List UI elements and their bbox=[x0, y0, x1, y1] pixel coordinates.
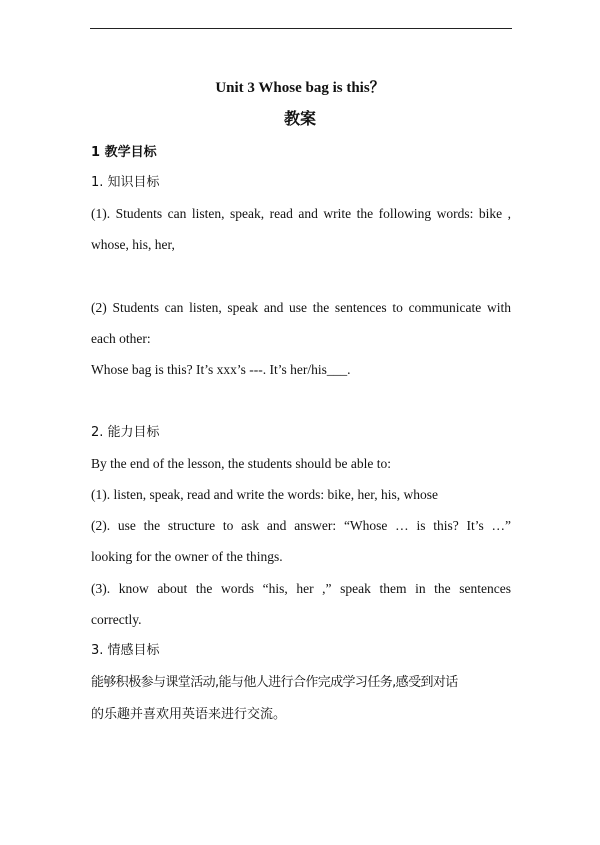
emotion-line-1: 能够积极参与课堂活动,能与他人进行合作完成学习任务,感受到对话 bbox=[91, 675, 458, 690]
document-subtitle: 教案 bbox=[283, 109, 316, 128]
emotion-goals-heading: 3. 情感目标 bbox=[91, 643, 160, 658]
ability-goals-heading: 2. 能力目标 bbox=[91, 425, 160, 440]
knowledge-item-1-line-1: (1). Students can listen, speak, read and write the following words: bike , bbox=[91, 206, 511, 221]
header-rule bbox=[90, 28, 512, 29]
ability-item-2-line-1: (2). use the structure to ask and answer: “Whose … is this? It’s …” bbox=[91, 518, 511, 533]
knowledge-item-1-line-2: whose, his, her, bbox=[91, 237, 175, 252]
knowledge-goals-heading: 1. 知识目标 bbox=[91, 175, 160, 190]
knowledge-item-2-line-2: each other: bbox=[91, 331, 151, 346]
ability-item-3-line-2: correctly. bbox=[91, 612, 142, 627]
ability-item-3-line-1: (3). know about the words “his, her ,” speak them in the sentences bbox=[91, 581, 511, 596]
document-title: Unit 3 Whose bag is this？ bbox=[215, 80, 385, 96]
section-heading-objectives: 1 教学目标 bbox=[91, 145, 157, 160]
ability-item-2-line-2: looking for the owner of the things. bbox=[91, 549, 283, 564]
emotion-line-2: 的乐趣并喜欢用英语来进行交流。 bbox=[91, 707, 287, 722]
knowledge-item-2-line-1: (2) Students can listen, speak and use the sentences to communicate with bbox=[91, 300, 511, 315]
ability-item-1: (1). listen, speak, read and write the words: bike, her, his, whose bbox=[91, 487, 438, 502]
knowledge-example-sentence: Whose bag is this? It’s xxx’s ---. It’s her/his___. bbox=[91, 362, 351, 377]
ability-intro: By the end of the lesson, the students should be able to: bbox=[91, 456, 391, 471]
